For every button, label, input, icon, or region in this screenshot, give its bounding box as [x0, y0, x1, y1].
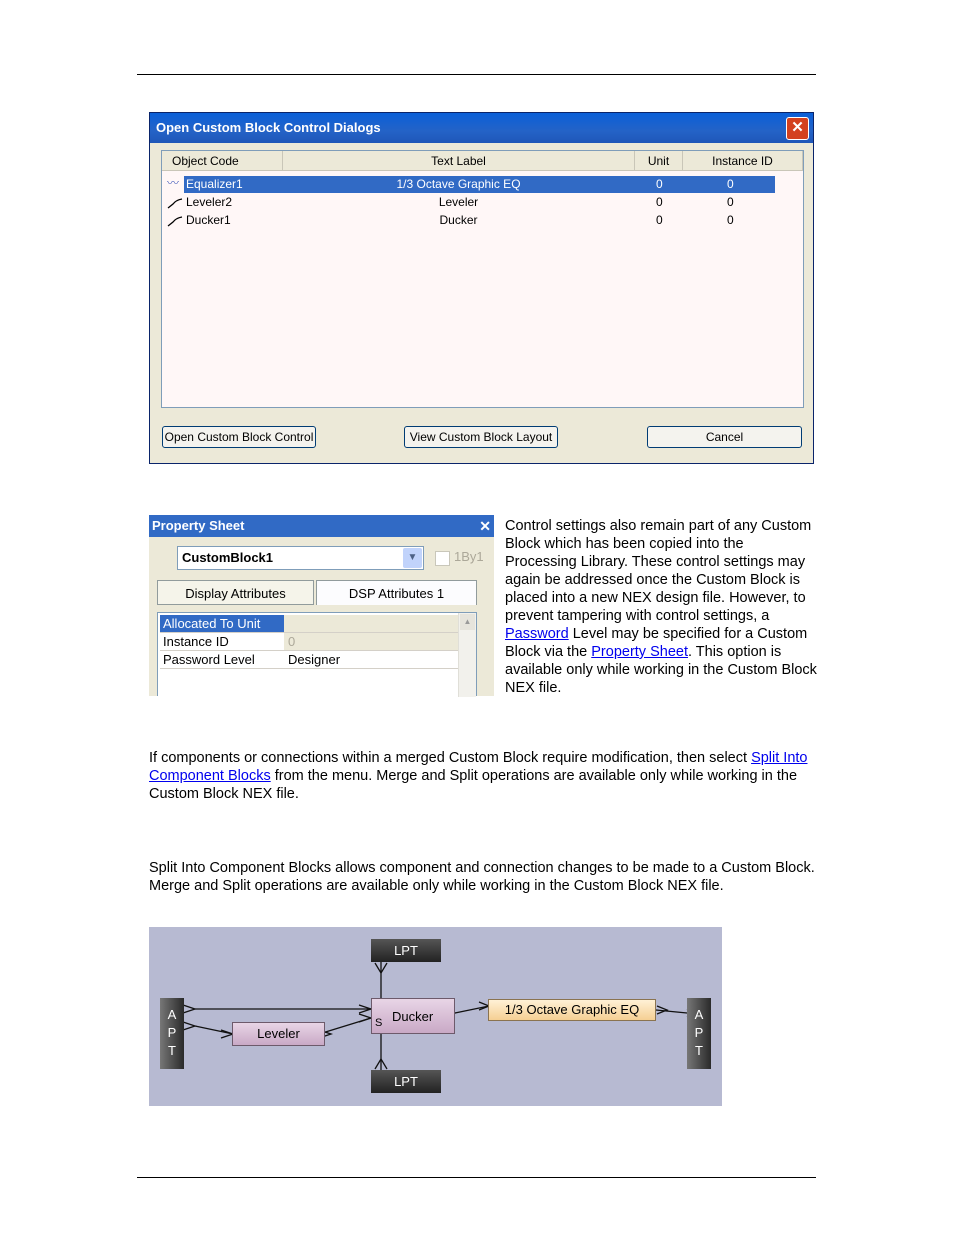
object-list[interactable] [161, 150, 804, 408]
object-code: Equalizer1 [186, 177, 243, 191]
object-code: Leveler2 [186, 195, 233, 209]
lpt-top-block[interactable]: LPT [371, 939, 441, 962]
ducker-block[interactable] [371, 998, 455, 1034]
password-link[interactable]: Password [505, 626, 569, 642]
col-header-instance-id[interactable]: Instance ID [683, 151, 803, 171]
para1-text-2: from the menu. Merge and Split operations are available only while working in the Custom Block NEX file. [149, 768, 798, 802]
1by1-label: 1By1 [454, 549, 484, 564]
eq-icon: 〰 [167, 176, 180, 190]
split-paragraph [149, 749, 819, 803]
side-text-2: Level may be specified for a Custom Block via the [505, 626, 808, 660]
apt-input-label: A P T [167, 1007, 177, 1058]
1by1-checkbox[interactable] [435, 551, 450, 566]
tab-dsp-attributes[interactable]: DSP Attributes 1 [316, 580, 477, 605]
text-label: Ducker [439, 213, 478, 227]
close-icon[interactable]: ✕ [479, 518, 491, 534]
unit-value: 0 [656, 177, 663, 191]
eq-block[interactable]: 1/3 Octave Graphic EQ [488, 999, 656, 1021]
close-icon[interactable]: ✕ [786, 117, 809, 140]
list-item[interactable] [164, 194, 775, 211]
lpt-bottom-block[interactable]: LPT [371, 1070, 441, 1093]
instance-value: 0 [727, 195, 734, 209]
property-value[interactable] [284, 615, 466, 633]
text-label: 1/3 Octave Graphic EQ [396, 177, 521, 191]
list-item[interactable] [164, 176, 775, 193]
scroll-up-icon[interactable]: ▲ [460, 614, 475, 630]
open-custom-block-dialog [149, 112, 814, 464]
ducker-sidechain-label: S [375, 1017, 383, 1029]
property-sheet-title: Property Sheet [152, 518, 245, 533]
chevron-down-icon[interactable]: ▼ [403, 548, 422, 568]
list-item[interactable] [164, 212, 775, 229]
block-diagram [149, 927, 722, 1106]
para1-text-1: If components or connections within a merged Custom Block require modification, then select [149, 750, 752, 766]
apt-output-label: A P T [694, 1007, 704, 1058]
open-custom-block-control-button[interactable]: Open Custom Block Control [162, 426, 316, 448]
side-text-1: Control settings also remain part of any Custom Block which has been copied into the Processing Library. These control settings may again be addressed once the Custom Block is placed into a new NEX design file. However, to prevent tampering with control settings, a [505, 518, 812, 624]
side-paragraph [505, 517, 817, 697]
view-custom-block-layout-button[interactable]: View Custom Block Layout [404, 426, 558, 448]
dialog-title-bar[interactable] [150, 113, 813, 143]
curve-icon [167, 196, 183, 210]
dialog-title: Open Custom Block Control Dialogs [156, 120, 381, 135]
block-select-value: CustomBlock1 [182, 550, 274, 565]
col-header-text-label[interactable]: Text Label [283, 151, 635, 171]
apt-input-block[interactable] [160, 998, 184, 1069]
leveler-block[interactable]: Leveler [232, 1022, 325, 1046]
block-select[interactable] [177, 546, 424, 570]
header-rule [137, 74, 816, 75]
tab-display-attributes[interactable]: Display Attributes [157, 580, 314, 605]
property-sheet-panel [149, 515, 494, 696]
cancel-button[interactable]: Cancel [647, 426, 802, 448]
property-grid [157, 612, 477, 696]
col-header-object-code[interactable]: Object Code [162, 151, 283, 171]
instance-value: 0 [727, 213, 734, 227]
curve-icon [167, 214, 183, 228]
property-sheet-link[interactable]: Property Sheet [591, 644, 688, 660]
property-value[interactable]: Designer [284, 651, 466, 669]
property-sheet-title-bar[interactable] [149, 515, 494, 537]
vertical-scrollbar[interactable] [458, 613, 476, 697]
property-name: Instance ID [160, 633, 284, 651]
property-value[interactable]: 0 [284, 633, 466, 651]
apt-output-block[interactable] [687, 998, 711, 1069]
object-code: Ducker1 [186, 213, 231, 227]
text-label: Leveler [438, 195, 479, 209]
side-text-3: . This option is available only while working in the Custom Block NEX file. [505, 644, 817, 696]
footer-rule [137, 1177, 816, 1178]
property-name[interactable]: Allocated To Unit [160, 615, 284, 633]
ducker-label: Ducker [392, 1009, 434, 1024]
unit-value: 0 [656, 195, 663, 209]
property-name: Password Level [160, 651, 284, 669]
split-description-paragraph: Split Into Component Blocks allows component and connection changes to be made to a Custom Block. Merge and Split operations are available only while working in the Custom Block NEX file. [149, 860, 815, 894]
split-into-component-blocks-link[interactable]: Split Into Component Blocks [149, 750, 808, 784]
unit-value: 0 [656, 213, 663, 227]
col-header-unit[interactable]: Unit [635, 151, 683, 171]
instance-value: 0 [727, 177, 734, 191]
